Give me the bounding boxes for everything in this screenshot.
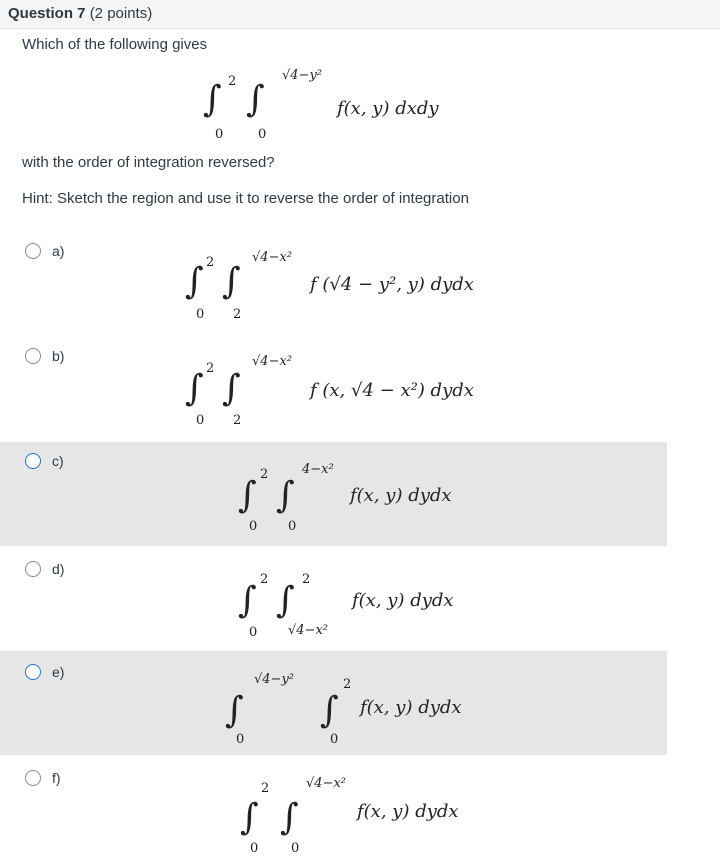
outer-upper-limit: 2 — [206, 255, 215, 270]
option-label: b) — [52, 348, 65, 364]
outer-lower-limit: 0 — [236, 732, 245, 747]
outer-lower-limit: 0 — [250, 841, 259, 856]
answer-option-a[interactable] — [0, 236, 667, 332]
question-points: (2 points) — [89, 5, 153, 22]
question-hint: Hint: Sketch the region and use it to reverse the order of integration — [22, 190, 469, 207]
inner-upper-limit: √4−x² — [306, 776, 346, 791]
radio-option-f[interactable] — [25, 770, 41, 786]
inner-upper-limit: √4−x² — [252, 250, 292, 265]
outer-integral-sign: ∫ — [203, 79, 222, 120]
inner-upper-limit: 4−x² — [302, 462, 334, 477]
outer-upper-limit: 2 — [206, 361, 215, 376]
outer-integral-sign: ∫ — [185, 368, 204, 409]
outer-upper-limit: 2 — [261, 781, 270, 796]
inner-integral-sign: ∫ — [222, 368, 241, 409]
outer-integral-sign: ∫ — [240, 797, 259, 838]
answer-option-c[interactable] — [0, 442, 667, 546]
inner-upper-limit: √4−y² — [282, 68, 323, 83]
integrand: f (√4 − y², y) dydx — [310, 274, 474, 295]
inner-integral-sign: ∫ — [276, 580, 295, 621]
option-label: f) — [52, 770, 61, 786]
outer-lower-limit: 0 — [249, 625, 258, 640]
answer-option-d[interactable] — [0, 553, 667, 645]
option-label: c) — [52, 453, 64, 469]
inner-integral-sign: ∫ — [320, 690, 339, 731]
inner-lower-limit: 0 — [288, 519, 297, 534]
radio-option-d[interactable] — [25, 561, 41, 577]
integrand: f(x, y) dydx — [352, 590, 454, 611]
question-title: Question 7 (2 points) — [8, 5, 153, 22]
option-label: d) — [52, 561, 65, 577]
inner-lower-limit: 2 — [233, 413, 242, 428]
outer-upper-limit: 2 — [260, 572, 269, 587]
question-header — [0, 0, 720, 29]
inner-integral-sign: ∫ — [276, 475, 295, 516]
outer-integral-sign: ∫ — [185, 261, 204, 302]
radio-option-c[interactable] — [25, 453, 41, 469]
radio-option-e[interactable] — [25, 664, 41, 680]
question-followup: with the order of integration reversed? — [22, 154, 275, 171]
inner-lower-limit: 2 — [233, 307, 242, 322]
integrand: f(x, y) dxdy — [337, 98, 439, 119]
integrand: f(x, y) dydx — [357, 801, 459, 822]
outer-upper-limit: 2 — [228, 74, 237, 89]
inner-lower-limit: √4−x² — [288, 623, 328, 638]
outer-upper-limit: 2 — [260, 467, 269, 482]
outer-lower-limit: 0 — [215, 127, 224, 142]
inner-upper-limit: √4−x² — [252, 354, 292, 369]
outer-integral-sign: ∫ — [238, 580, 257, 621]
inner-integral-sign: ∫ — [246, 79, 265, 120]
inner-integral-sign: ∫ — [280, 797, 299, 838]
answer-option-b[interactable] — [0, 341, 667, 437]
radio-option-a[interactable] — [25, 243, 41, 259]
outer-upper-limit: √4−y² — [254, 672, 295, 687]
inner-lower-limit: 0 — [291, 841, 300, 856]
integrand: f(x, y) dydx — [360, 697, 462, 718]
radio-option-b[interactable] — [25, 348, 41, 364]
outer-lower-limit: 0 — [249, 519, 258, 534]
outer-lower-limit: 0 — [196, 413, 205, 428]
option-label: a) — [52, 243, 65, 259]
outer-lower-limit: 0 — [196, 307, 205, 322]
outer-integral-sign: ∫ — [238, 475, 257, 516]
option-label: e) — [52, 664, 65, 680]
inner-integral-sign: ∫ — [222, 261, 241, 302]
integrand: f(x, y) dydx — [350, 485, 452, 506]
inner-upper-limit: 2 — [343, 677, 352, 692]
inner-lower-limit: 0 — [330, 732, 339, 747]
question-prompt: Which of the following gives — [22, 36, 208, 53]
outer-integral-sign: ∫ — [225, 690, 244, 731]
answer-option-f[interactable] — [0, 762, 667, 859]
integrand: f (x, √4 − x²) dydx — [310, 380, 474, 401]
inner-upper-limit: 2 — [302, 572, 311, 587]
answer-option-e[interactable] — [0, 651, 667, 755]
inner-lower-limit: 0 — [258, 127, 267, 142]
